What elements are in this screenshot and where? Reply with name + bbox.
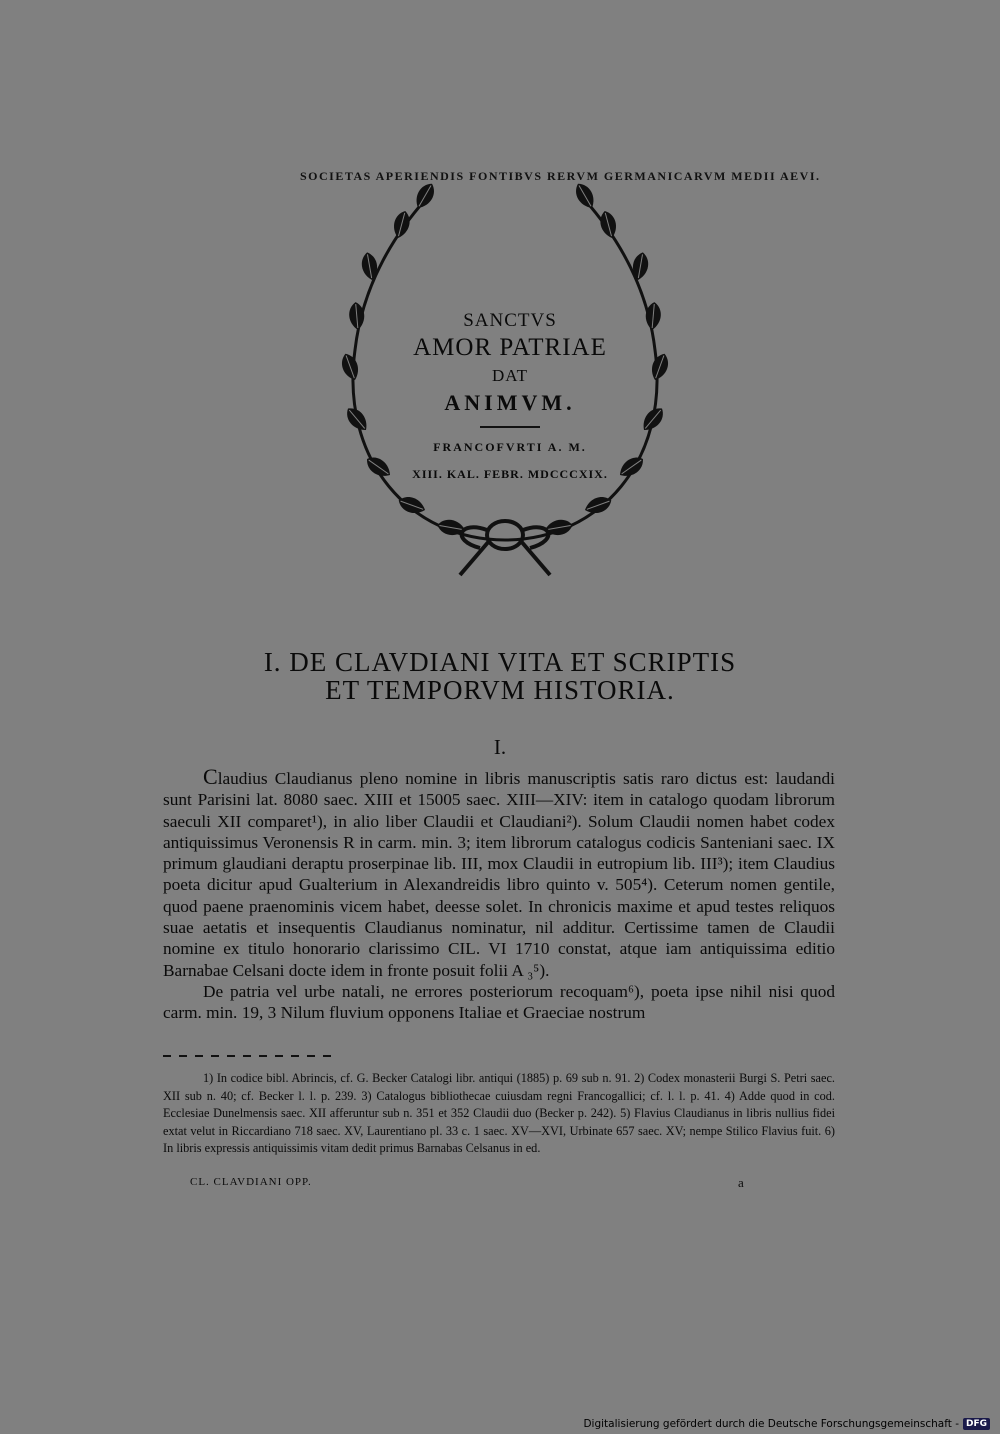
motto-line-2: AMOR PATRIAE: [413, 334, 607, 361]
footnote-rule: [163, 1055, 333, 1057]
motto-line-1: SANCTVS: [463, 310, 557, 331]
emblem-motto: [380, 300, 640, 482]
footnotes: [163, 1070, 835, 1158]
dfg-logo: DFG: [963, 1418, 990, 1430]
motto-line-4: ANIMVM.: [444, 390, 576, 415]
motto-line-3: DAT: [491, 366, 529, 385]
paragraph-2: De patria vel urbe natali, ne errores posteriorum recoquam⁶), poeta ipse nihil nisi quod carm. min. 19, 3 Nilum fluvium opponens Italiae et Graeciae nostrum: [163, 981, 835, 1023]
signature-mark: a: [738, 1175, 744, 1190]
emblem-ring-text: SOCIETAS APERIENDIS FONTIBVS RERVM GERMANICARVM MEDII AEVI.: [300, 169, 821, 183]
paragraph-1-text: laudius Claudianus pleno nomine in libris manuscriptis satis raro dictus est: laudandi sunt Parisini lat. 8080 saec. XIII et 15005 saec. XIII—XIV: item in catalogo quodam librorum saeculi XII comparet¹), in alio liber Claudii et Claudiani²). Solum Claudii nomen habet codex antiquissimus Veronensis R in carm. min. 3; item librorum catalogus codicis Santeniani saec. IX primum glaudiani deraptu proserpinae lib. III, mox Claudii in eutropium lib. III³); item Claudius poeta dicitur apud Gualterium in Alexandreidis libro quinto v. 505⁴). Ceterum nomen gentile, quod paene praenominis vicem habet, deesse solet. In chronicis maxime et apud testes reliquos suae aetatis et insequentis Claudianus nominatur, nil additur. Certissime tamen de Claudii nomine ex titulo honorario clarissimo CIL. VI 1710 constat, atque iam antiquissima editio Barnabae Celsani docte idem in fronte posuit folii A ₃⁵).: [163, 769, 835, 980]
motto-rule: [480, 426, 540, 428]
section-number: I.: [493, 735, 507, 759]
emblem-date: XIII. KAL. FEBR. MDCCCXIX.: [412, 467, 608, 481]
ribbon-bow: [460, 521, 550, 575]
emblem-place: FRANCOFVRTI A. M.: [433, 440, 587, 454]
credit-text: Digitalisierung gefördert durch die Deutsche Forschungsgemeinschaft -: [583, 1418, 959, 1430]
drop-cap: C: [203, 764, 218, 789]
chapter-heading-line-1: I. DE CLAVDIANI VITA ET SCRIPTIS: [263, 647, 737, 677]
footnotes-text: 1) In codice bibl. Abrincis, cf. G. Becker Catalogi libr. antiqui (1885) p. 69 sub n. 91. 2) Codex monasterii Burgi S. Petri saec. XII sub n. 40; cf. Becker l. l. p. 239. 3) Catalogus bibliothecae cuiusdam regni Francogallici; cf. l. l. p. 41. 4) Adde quod in cod. Ecclesiae Dunelmensis saec. XII afferuntur sub n. 351 et 352 Claudii duo (Becker p. 242). 5) Flavius Claudianus in libris nullius fidei extat velut in Riccardiano 718 saec. XV, Laurentiano pl. 33 c. 1 saec. XV—XVI, Urbinate 657 saec. XV; nempe Stilico Flavius fuit. 6) In libris expressis antiquissimis vitam dedit primus Barnabas Celsanus in ed.: [163, 1071, 835, 1156]
paragraph-1: [163, 766, 835, 981]
running-foot: CL. CLAVDIANI OPP.: [190, 1176, 312, 1188]
digitization-credit: [583, 1418, 990, 1430]
body-text: [163, 766, 835, 1024]
chapter-heading-line-2: ET TEMPORVM HISTORIA.: [325, 675, 675, 705]
chapter-heading: [150, 648, 850, 704]
